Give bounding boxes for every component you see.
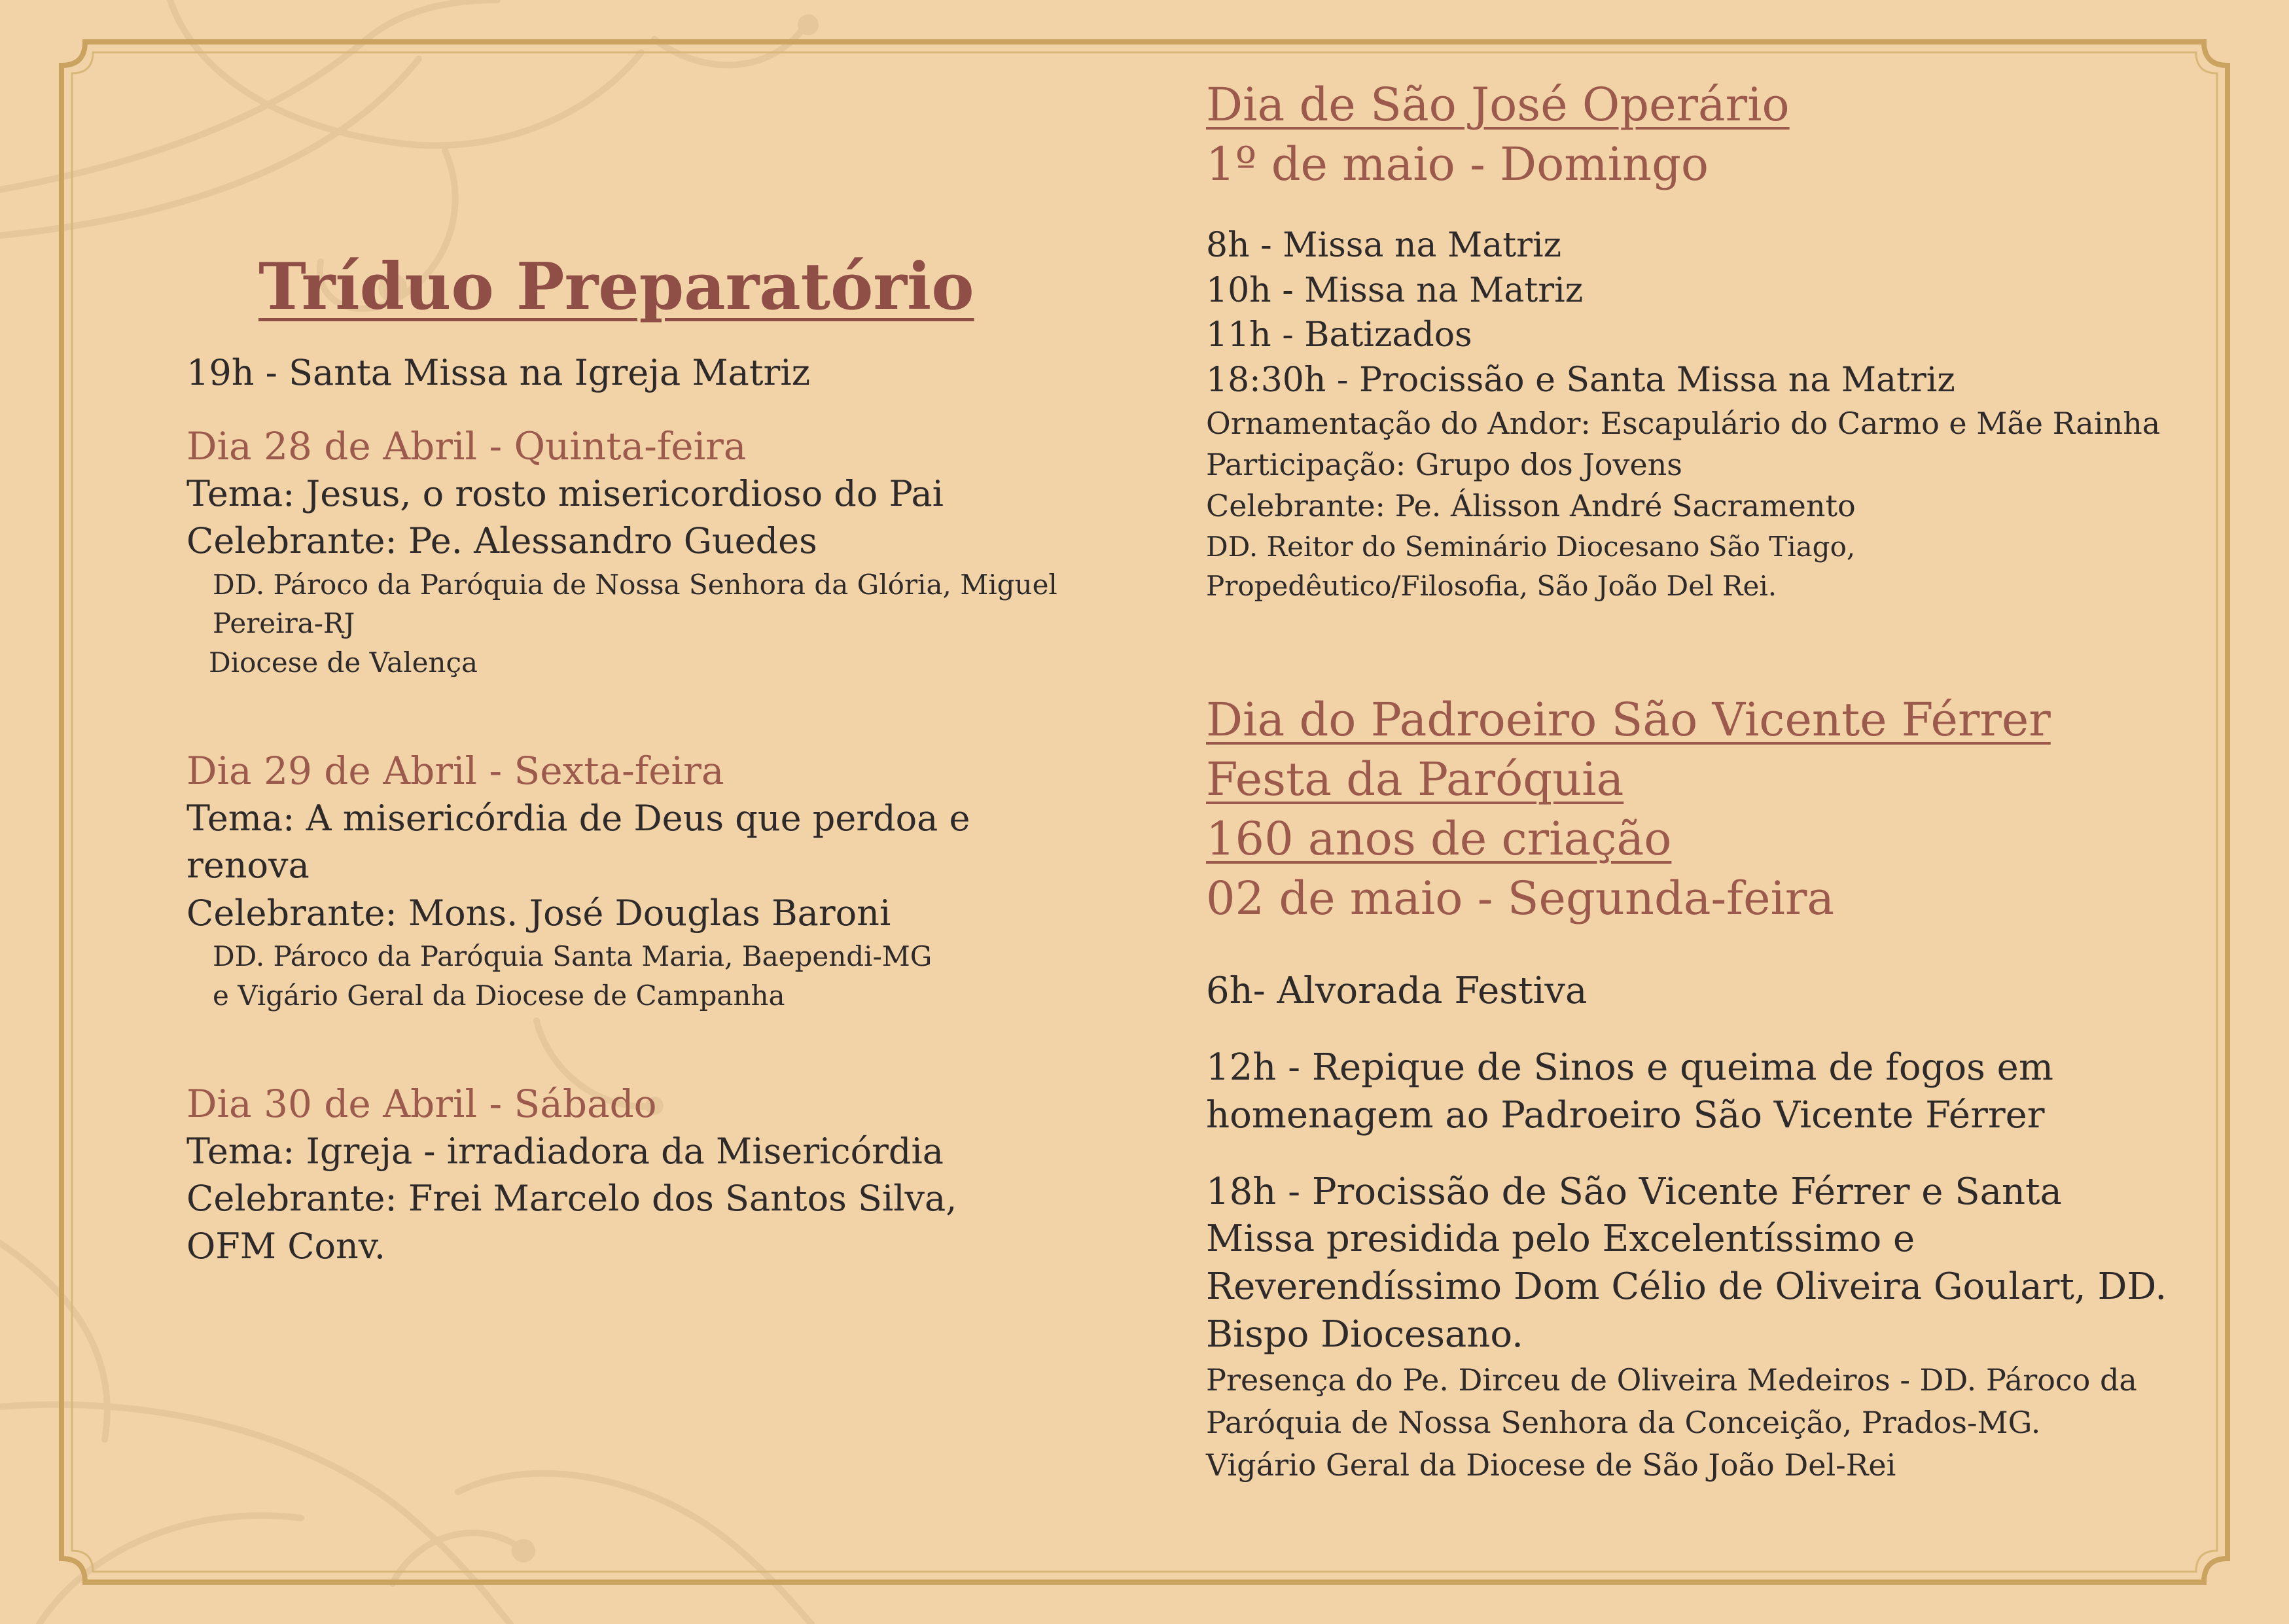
day-heading: Dia 28 de Abril - Quinta-feira	[186, 424, 747, 469]
theme-line: Tema: Jesus, o rosto misericordioso do Pai	[186, 472, 944, 514]
presence-note: Vigário Geral da Diocese de São João Del-Rei	[1206, 1447, 1896, 1483]
detail-line: Celebrante: Pe. Álisson André Sacramento	[1206, 488, 1856, 524]
schedule-intro: 19h - Santa Missa na Igreja Matriz	[186, 351, 811, 393]
section-sao-jose	[1206, 75, 2181, 605]
schedule-item: 10h - Missa na Matriz	[1206, 270, 1584, 310]
celebrant-note: Propedêutico/Filosofia, São João Del Rei.	[1206, 569, 1777, 602]
celebrant-note: Diocese de Valença	[209, 646, 478, 679]
day-heading: Dia 29 de Abril - Sexta-feira	[186, 749, 724, 794]
schedule-item: 11h - Batizados	[1206, 315, 1472, 355]
page-title: Tríduo Preparatório	[258, 249, 974, 325]
theme-line: Tema: A misericórdia de Deus que perdoa e renova	[186, 797, 970, 887]
detail-line: Ornamentação do Andor: Escapulário do Carmo e Mãe Rainha	[1206, 405, 2161, 441]
schedule-item: 8h - Missa na Matriz	[1206, 226, 1562, 265]
section-padroeiro	[1206, 690, 2181, 1487]
section-date: 1º de maio - Domingo	[1206, 137, 1709, 191]
celebrant-note: DD. Pároco da Paróquia de Nossa Senhora da Glória, Miguel Pereira-RJ	[213, 568, 1057, 640]
schedule-item: 18:30h - Procissão e Santa Missa na Matriz	[1206, 360, 1955, 400]
left-column	[186, 249, 1135, 1335]
schedule-item: 12h - Repique de Sinos e queima de fogos em homenagem ao Padroeiro São Vicente Férrer	[1206, 1046, 2053, 1137]
celebrant-line: Celebrante: Mons. José Douglas Baroni	[186, 892, 891, 934]
celebrant-note: DD. Reitor do Seminário Diocesano São Tiago,	[1206, 530, 1856, 563]
celebrant-line: Celebrante: Pe. Alessandro Guedes	[186, 520, 817, 562]
section-title: Festa da Paróquia	[1206, 752, 1624, 807]
day-heading: Dia 30 de Abril - Sábado	[186, 1082, 657, 1127]
day-block-28	[186, 423, 1135, 682]
day-block-29	[186, 747, 1135, 1015]
celebrant-note: e Vigário Geral da Diocese de Campanha	[213, 979, 785, 1012]
theme-line: Tema: Igreja - irradiadora da Misericórdia	[186, 1130, 944, 1172]
section-title: 160 anos de criação	[1206, 812, 1672, 866]
celebrant-note: DD. Pároco da Paróquia Santa Maria, Baependi-MG	[213, 940, 932, 973]
section-date: 02 de maio - Segunda-feira	[1206, 872, 1835, 926]
section-title: Dia do Padroeiro São Vicente Férrer	[1206, 693, 2051, 747]
day-block-30	[186, 1080, 1135, 1270]
detail-line: Participação: Grupo dos Jovens	[1206, 446, 1682, 482]
schedule-item: 18h - Procissão de São Vicente Férrer e Santa Missa presidida pelo Excelentíssimo e Reverendíssimo Dom Célio de Oliveira Goulart, DD. Bispo Diocesano.	[1206, 1170, 2167, 1356]
right-column	[1206, 75, 2181, 1487]
section-title: Dia de São José Operário	[1206, 78, 1790, 132]
celebrant-line: Celebrante: Frei Marcelo dos Santos Silva, OFM Conv.	[186, 1178, 957, 1267]
schedule-item: 6h- Alvorada Festiva	[1206, 970, 1588, 1013]
presence-note: Presença do Pe. Dirceu de Oliveira Medeiros - DD. Pároco da Paróquia de Nossa Senhora da Conceição, Prados-MG.	[1206, 1362, 2137, 1441]
